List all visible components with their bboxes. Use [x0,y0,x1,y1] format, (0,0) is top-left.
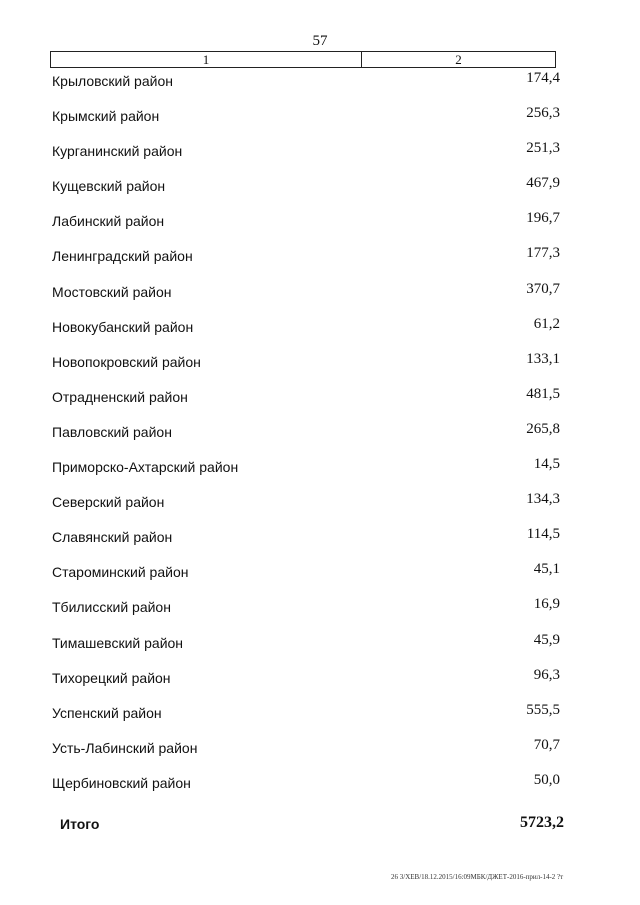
district-name: Тимашевский район [52,634,184,651]
page-number: 57 [312,33,328,49]
district-value: 467,9 [526,175,560,192]
total-value: 5723,2 [520,814,564,831]
district-value: 256,3 [526,105,560,122]
district-name: Усть-Лабинский район [52,739,198,756]
district-name: Успенский район [52,704,162,721]
district-value: 555,5 [526,701,560,718]
district-value: 61,2 [533,315,560,332]
table-row [0,766,640,801]
district-name: Новокубанский район [52,318,194,335]
table-row [0,275,640,310]
table-row [0,731,640,766]
district-value: 133,1 [526,350,560,367]
district-name: Новопокровский район [52,353,201,370]
table-row [0,415,640,450]
district-name: Щербиновский район [52,774,191,791]
table-row [0,485,640,520]
district-name: Крыловский район [52,73,173,89]
table-row [0,696,640,731]
total-label: Итого [60,816,100,832]
document-footer-code: 26 3/ХЕВ/18.12.2015/16:09МБК/ДЖЕТ-2016-прил-14-2 ?т [391,873,564,881]
district-value: 134,3 [526,491,560,508]
district-name: Лабинский район [52,213,165,230]
column-header-2: 2 [455,52,462,67]
district-value: 14,5 [533,456,560,473]
district-name: Тихорецкий район [52,669,171,686]
district-name: Ленинградский район [52,248,193,265]
district-value: 16,9 [533,596,560,613]
district-value: 70,7 [533,736,560,753]
district-value: 45,9 [533,631,560,648]
district-value: 196,7 [526,210,560,227]
table-row [0,64,640,99]
table-row [0,555,640,590]
district-name: Славянский район [52,529,173,546]
total-row [0,814,640,836]
district-value: 45,1 [533,561,560,578]
table-row [0,345,640,380]
table-row [0,99,640,134]
table-row [0,590,640,625]
district-value: 177,3 [526,245,560,262]
district-value: 114,5 [526,526,560,543]
table-row [0,380,640,415]
district-value: 481,5 [526,385,560,402]
district-name: Кущевский район [52,178,166,195]
column-header-1: 1 [51,52,362,67]
table-row [0,134,640,169]
district-value: 96,3 [533,666,560,683]
district-name: Северский район [52,494,165,511]
district-value: 50,0 [533,771,560,788]
district-name: Крымский район [52,108,160,125]
district-name: Староминский район [52,564,189,581]
table-row [0,450,640,485]
district-name: Мостовский район [52,283,172,300]
table-row [0,204,640,239]
table-row [0,169,640,204]
district-name: Курганинский район [52,143,183,160]
district-value: 174,4 [526,70,560,86]
table-row [0,239,640,274]
district-name: Тбилисский район [52,599,171,616]
district-value: 265,8 [526,420,560,437]
district-name: Павловский район [52,423,172,440]
table-row [0,310,640,345]
district-name: Приморско-Ахтарский район [52,459,239,476]
table-row [0,626,640,661]
district-table [0,64,640,801]
district-value: 370,7 [526,280,560,297]
table-row [0,520,640,555]
table-row [0,661,640,696]
district-value: 251,3 [526,140,560,157]
district-name: Отрадненский район [52,388,188,405]
